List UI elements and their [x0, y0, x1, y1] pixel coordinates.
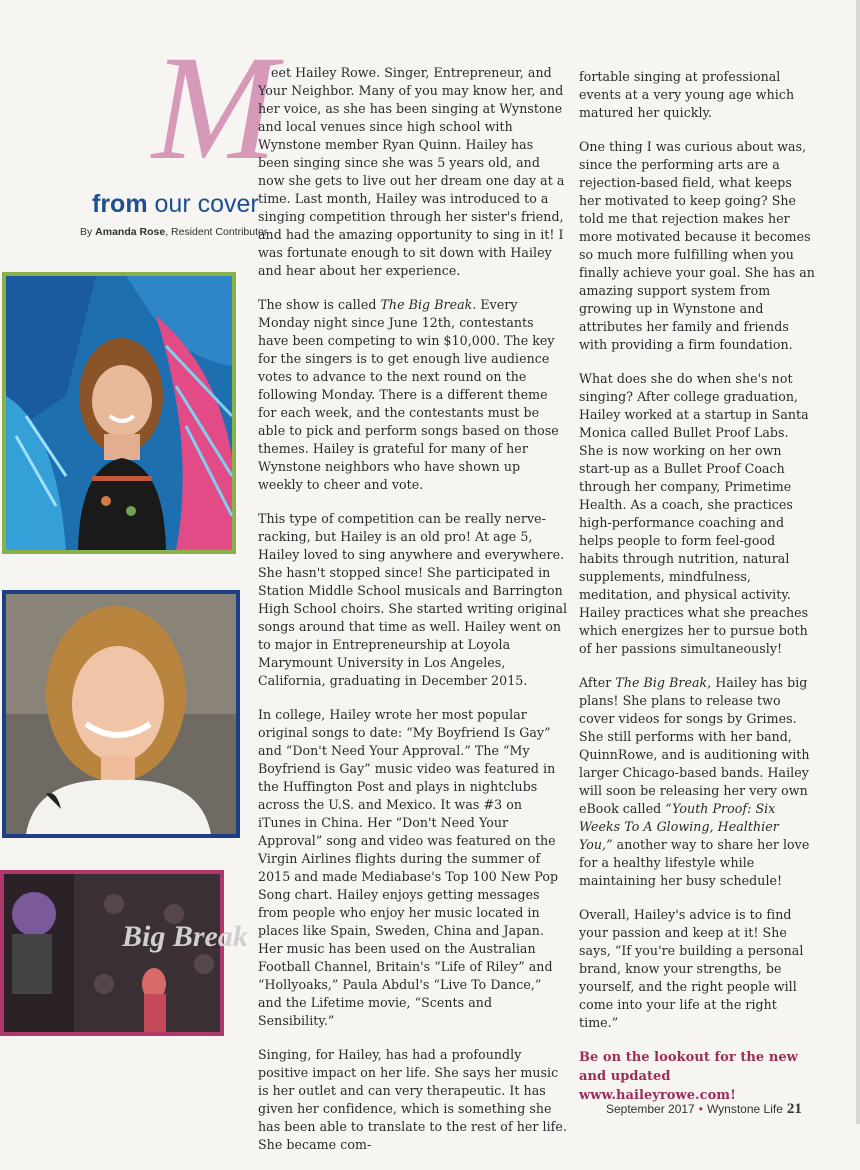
stage-sign-text: Big Break: [122, 920, 248, 953]
section-title: [92, 190, 259, 219]
col2-paragraph-4: [579, 674, 815, 890]
website-callout: Be on the lookout for the new and updated www.haileyrowe.com!: [579, 1050, 798, 1103]
ebook-title: “Youth Proof: Six Weeks To A Glowing, Healthier You,”: [579, 801, 779, 852]
page-footer: [606, 1101, 802, 1118]
col2-p4-post: another way to share her love for a healthy lifestyle while maintaining her busy schedule!: [579, 837, 810, 888]
byline-author: Amanda Rose: [95, 226, 166, 238]
col1-paragraph-5: Singing, for Hailey, has had a profoundly positive impact on her life. She says her music is her outlet and can very therapeutic. It has given her confidence, which is something she has been able to translate to the rest of her life. She became com-: [258, 1047, 567, 1152]
show-title: The Big Break: [380, 297, 473, 312]
col2-p4-pre: After: [579, 675, 616, 690]
article-column-1: [258, 64, 568, 1170]
col2-p4-mid: , Hailey has big plans! She plans to release two cover videos for songs by Grimes. She still performs with her band, QuinnRowe, and is auditioning with larger Chicago-based bands. Hailey will soon be releasing her very own eBook called: [579, 675, 810, 816]
col1-paragraph-1: [258, 64, 568, 280]
photo-stage-performance: [0, 870, 248, 1036]
article-column-2: [579, 68, 815, 1121]
col2-paragraph-2: One thing I was curious about was, since the performing arts are a rejection-based field, what keeps her motivated to keep going? She told me that rejection makes her more motivated because it becomes so much more fulfilling when you finally achieve your goal. She has an amazing support system from growing up in Wynstone and attributes her family and friends with providing a firm foundation.: [579, 139, 815, 352]
col1-p2-pre: The show is called: [258, 297, 381, 312]
col1-p1-text: eet Hailey Rowe. Singer, Entrepreneur, and Your Neighbor. Many of you may know her, and her voice, as she has been singing at Wynstone and local venues since high school with Wynstone member Ryan Quinn. Hailey has been singing since she was 5 years old, and now she gets to live out her dream one day at a time. Last month, Hailey was introduced to a singing competition through her sister's friend, and had the amazing opportunity to sing in it! I was fortunate enough to sit down with Hailey and hear about her experience.: [258, 65, 565, 278]
byline: [80, 226, 267, 238]
col1-p2-post: . Every Monday night since June 12th, contestants have been competing to win $10,000. The key for the singers is to get enough live audience votes to advance to the next round on the following Monday. There is a different theme for each week, and the contestants must be able to pick and perform songs based on those themes. Hailey is grateful for many of her Wynstone neighbors who have shown up weekly to cheer and vote.: [258, 297, 559, 492]
col1-paragraph-2: [258, 296, 568, 494]
photo-hailey-mural: [2, 272, 236, 554]
footer-date: September 2017: [606, 1102, 695, 1116]
footer-bullet: •: [698, 1102, 703, 1116]
byline-prefix: By: [80, 226, 96, 238]
col2-paragraph-5: Overall, Hailey's advice is to find your passion and keep at it! She says, “If you're building a personal brand, know your strengths, be yourself, and the right people will come into your life at the right time.”: [579, 907, 804, 1030]
drop-cap-letter: M: [152, 25, 277, 191]
page-spine: [856, 0, 860, 1124]
col1-paragraph-4: In college, Hailey wrote her most popular original songs to date: “My Boyfriend Is Gay” and “Don't Need Your Approval.” The “My Boyfriend is Gay” music video was featured in the Huffington Post and plays in nightclubs across the U.S. and Mexico. It was #3 on iTunes in China. Her “Don't Need Your Approval” song and video was featured on the Virgin Airlines flights during the summer of 2015 and made Mediabase's Top 100 New Pop Song chart. Hailey enjoys getting messages from people who enjoy her music located in places like Spain, Sweden, China and Japan. Her music has been used on the Australian Football Channel, Britain's “Life of Riley” and “Hollyoaks,” Paula Abdul's “Live To Dance,” and the Lifetime movie, “Scents and Sensibility.”: [258, 707, 559, 1028]
col2-paragraph-1: fortable singing at professional events at a very young age which matured her quickly.: [579, 69, 795, 120]
show-title-2: The Big Break: [615, 675, 708, 690]
section-title-bold: from: [92, 190, 148, 218]
photo-hailey-portrait: [2, 590, 240, 838]
page-number: 21: [786, 1101, 802, 1117]
col1-paragraph-3: This type of competition can be really nerve-racking, but Hailey is an old pro! At age 5, Hailey loved to sing anywhere and everywhere. She hasn't stopped since! She participated in Station Middle School musicals and Barrington High School choirs. She started writing original songs around that time as well. Hailey went on to major in Entrepreneurship at Loyola Marymount University in Los Angeles, California, graduating in December 2015.: [258, 511, 568, 688]
byline-role: , Resident Contributor: [165, 226, 268, 238]
footer-magazine: Wynstone Life: [706, 1102, 783, 1116]
col2-paragraph-3: What does she do when she's not singing? After college graduation, Hailey worked at a startup in Santa Monica called Bullet Proof Labs. She is now working on her own start-up as a Bullet Proof Coach through her company, Primetime Health. As a coach, she practices high-performance coaching and helps people to form feel-good habits through nutrition, natural supplements, mindfulness, meditation, and physical activity. Hailey practices what she preaches which energizes her to pursue both of her passions simultaneously!: [579, 371, 809, 656]
section-title-rest: our cover: [147, 190, 259, 218]
